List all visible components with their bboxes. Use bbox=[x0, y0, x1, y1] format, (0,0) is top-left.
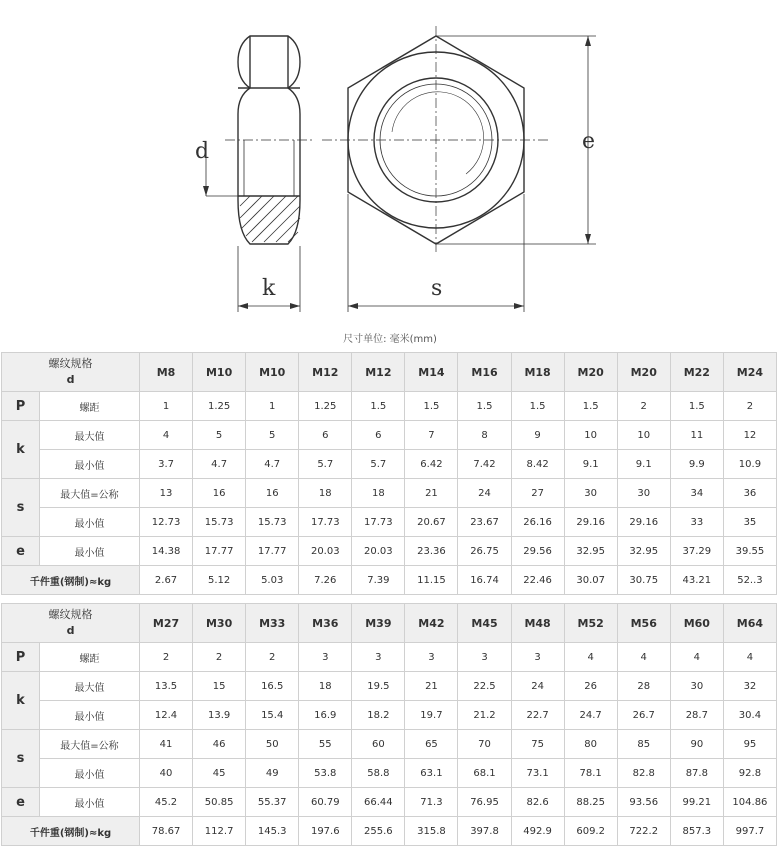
value-cell: 6.42 bbox=[405, 450, 458, 479]
value-cell: 26.7 bbox=[617, 701, 670, 730]
value-cell: 60 bbox=[352, 730, 405, 759]
dimension-lines bbox=[206, 36, 596, 312]
size-cell: M18 bbox=[511, 353, 564, 392]
row-label: 螺距 bbox=[40, 643, 140, 672]
value-cell: 17.77 bbox=[193, 537, 246, 566]
value-cell: 32.95 bbox=[564, 537, 617, 566]
hatched-section bbox=[240, 196, 300, 242]
value-cell: 8.42 bbox=[511, 450, 564, 479]
value-cell: 13.5 bbox=[140, 672, 193, 701]
value-cell: 30 bbox=[564, 479, 617, 508]
value-cell: 2 bbox=[246, 643, 299, 672]
size-cell: M12 bbox=[352, 353, 405, 392]
size-cell: M14 bbox=[405, 353, 458, 392]
value-cell: 9 bbox=[511, 421, 564, 450]
dim-label-s: s bbox=[431, 276, 443, 301]
value-cell: 13 bbox=[140, 479, 193, 508]
row-symbol: P bbox=[2, 392, 40, 421]
value-cell: 10 bbox=[617, 421, 670, 450]
size-cell: M10 bbox=[193, 353, 246, 392]
e-min-row bbox=[2, 537, 777, 566]
value-cell: 78.1 bbox=[564, 759, 617, 788]
value-cell: 73.1 bbox=[511, 759, 564, 788]
value-cell: 4.7 bbox=[246, 450, 299, 479]
value-cell: 1 bbox=[140, 392, 193, 421]
value-cell: 30.07 bbox=[564, 566, 617, 595]
size-cell: M12 bbox=[299, 353, 352, 392]
value-cell: 99.21 bbox=[670, 788, 723, 817]
value-cell: 22.46 bbox=[511, 566, 564, 595]
value-cell: 80 bbox=[564, 730, 617, 759]
value-cell: 492.9 bbox=[511, 817, 564, 846]
size-row bbox=[2, 604, 777, 643]
row-label: 最小值 bbox=[40, 759, 140, 788]
value-cell: 7.39 bbox=[352, 566, 405, 595]
size-cell: M39 bbox=[352, 604, 405, 643]
value-cell: 24 bbox=[511, 672, 564, 701]
value-cell: 19.5 bbox=[352, 672, 405, 701]
row-symbol: e bbox=[2, 788, 40, 817]
spec-table-1 bbox=[1, 352, 777, 595]
value-cell: 49 bbox=[246, 759, 299, 788]
value-cell: 255.6 bbox=[352, 817, 405, 846]
value-cell: 41 bbox=[140, 730, 193, 759]
value-cell: 43.21 bbox=[670, 566, 723, 595]
value-cell: 37.29 bbox=[670, 537, 723, 566]
value-cell: 21 bbox=[405, 672, 458, 701]
value-cell: 8 bbox=[458, 421, 511, 450]
size-cell: M56 bbox=[617, 604, 670, 643]
value-cell: 997.7 bbox=[723, 817, 776, 846]
value-cell: 15.4 bbox=[246, 701, 299, 730]
value-cell: 60.79 bbox=[299, 788, 352, 817]
value-cell: 75 bbox=[511, 730, 564, 759]
value-cell: 13.9 bbox=[193, 701, 246, 730]
size-cell: M22 bbox=[670, 353, 723, 392]
k-max-row bbox=[2, 672, 777, 701]
size-cell: M45 bbox=[458, 604, 511, 643]
value-cell: 16 bbox=[246, 479, 299, 508]
value-cell: 9.1 bbox=[564, 450, 617, 479]
pitch-row bbox=[2, 643, 777, 672]
value-cell: 32 bbox=[723, 672, 776, 701]
value-cell: 7.42 bbox=[458, 450, 511, 479]
value-cell: 1 bbox=[246, 392, 299, 421]
value-cell: 16 bbox=[193, 479, 246, 508]
value-cell: 52..3 bbox=[723, 566, 776, 595]
value-cell: 50 bbox=[246, 730, 299, 759]
size-cell: M42 bbox=[405, 604, 458, 643]
value-cell: 16.74 bbox=[458, 566, 511, 595]
value-cell: 50.85 bbox=[193, 788, 246, 817]
value-cell: 112.7 bbox=[193, 817, 246, 846]
value-cell: 26.75 bbox=[458, 537, 511, 566]
value-cell: 1.5 bbox=[670, 392, 723, 421]
value-cell: 5.12 bbox=[193, 566, 246, 595]
value-cell: 1.25 bbox=[299, 392, 352, 421]
value-cell: 1.5 bbox=[564, 392, 617, 421]
value-cell: 53.8 bbox=[299, 759, 352, 788]
value-cell: 3 bbox=[405, 643, 458, 672]
value-cell: 82.6 bbox=[511, 788, 564, 817]
row-label: 千件重(钢制)≈kg bbox=[2, 566, 140, 595]
value-cell: 19.7 bbox=[405, 701, 458, 730]
value-cell: 15.73 bbox=[246, 508, 299, 537]
value-cell: 1.5 bbox=[511, 392, 564, 421]
value-cell: 36 bbox=[723, 479, 776, 508]
corner-cell bbox=[2, 604, 140, 643]
value-cell: 609.2 bbox=[564, 817, 617, 846]
value-cell: 4 bbox=[617, 643, 670, 672]
value-cell: 15.73 bbox=[193, 508, 246, 537]
k-min-row bbox=[2, 450, 777, 479]
spec-table-2 bbox=[1, 603, 777, 846]
s-max-row bbox=[2, 730, 777, 759]
size-cell: M64 bbox=[723, 604, 776, 643]
value-cell: 85 bbox=[617, 730, 670, 759]
value-cell: 45.2 bbox=[140, 788, 193, 817]
size-cell: M48 bbox=[511, 604, 564, 643]
value-cell: 857.3 bbox=[670, 817, 723, 846]
value-cell: 88.25 bbox=[564, 788, 617, 817]
value-cell: 4 bbox=[564, 643, 617, 672]
value-cell: 3 bbox=[511, 643, 564, 672]
value-cell: 28.7 bbox=[670, 701, 723, 730]
value-cell: 32.95 bbox=[617, 537, 670, 566]
value-cell: 21.2 bbox=[458, 701, 511, 730]
s-max-row bbox=[2, 479, 777, 508]
value-cell: 22.5 bbox=[458, 672, 511, 701]
row-label: 最小值 bbox=[40, 701, 140, 730]
value-cell: 15 bbox=[193, 672, 246, 701]
value-cell: 5 bbox=[246, 421, 299, 450]
value-cell: 27 bbox=[511, 479, 564, 508]
row-label: 螺距 bbox=[40, 392, 140, 421]
size-cell: M60 bbox=[670, 604, 723, 643]
value-cell: 39.55 bbox=[723, 537, 776, 566]
value-cell: 12.4 bbox=[140, 701, 193, 730]
pitch-row bbox=[2, 392, 777, 421]
value-cell: 2.67 bbox=[140, 566, 193, 595]
s-min-row bbox=[2, 508, 777, 537]
value-cell: 11 bbox=[670, 421, 723, 450]
value-cell: 3 bbox=[458, 643, 511, 672]
value-cell: 18 bbox=[299, 479, 352, 508]
value-cell: 29.16 bbox=[617, 508, 670, 537]
value-cell: 34 bbox=[670, 479, 723, 508]
value-cell: 10.9 bbox=[723, 450, 776, 479]
value-cell: 397.8 bbox=[458, 817, 511, 846]
value-cell: 70 bbox=[458, 730, 511, 759]
size-cell: M27 bbox=[140, 604, 193, 643]
value-cell: 90 bbox=[670, 730, 723, 759]
size-cell: M36 bbox=[299, 604, 352, 643]
value-cell: 17.73 bbox=[352, 508, 405, 537]
value-cell: 68.1 bbox=[458, 759, 511, 788]
value-cell: 6 bbox=[299, 421, 352, 450]
value-cell: 55.37 bbox=[246, 788, 299, 817]
value-cell: 197.6 bbox=[299, 817, 352, 846]
value-cell: 20.67 bbox=[405, 508, 458, 537]
value-cell: 12.73 bbox=[140, 508, 193, 537]
weight-row bbox=[2, 817, 777, 846]
value-cell: 5.7 bbox=[299, 450, 352, 479]
value-cell: 9.1 bbox=[617, 450, 670, 479]
row-symbol: k bbox=[2, 421, 40, 479]
k-max-row bbox=[2, 421, 777, 450]
row-label: 最小值 bbox=[40, 450, 140, 479]
value-cell: 30.75 bbox=[617, 566, 670, 595]
row-label: 最大值=公称 bbox=[40, 479, 140, 508]
value-cell: 95 bbox=[723, 730, 776, 759]
value-cell: 17.77 bbox=[246, 537, 299, 566]
value-cell: 3.7 bbox=[140, 450, 193, 479]
row-label: 千件重(钢制)≈kg bbox=[2, 817, 140, 846]
value-cell: 4 bbox=[670, 643, 723, 672]
value-cell: 16.9 bbox=[299, 701, 352, 730]
value-cell: 7 bbox=[405, 421, 458, 450]
value-cell: 7.26 bbox=[299, 566, 352, 595]
value-cell: 315.8 bbox=[405, 817, 458, 846]
row-symbol: e bbox=[2, 537, 40, 566]
row-symbol: s bbox=[2, 479, 40, 537]
row-label: 最大值=公称 bbox=[40, 730, 140, 759]
value-cell: 4 bbox=[140, 421, 193, 450]
value-cell: 10 bbox=[564, 421, 617, 450]
corner-cell bbox=[2, 353, 140, 392]
value-cell: 23.36 bbox=[405, 537, 458, 566]
value-cell: 2 bbox=[617, 392, 670, 421]
value-cell: 4.7 bbox=[193, 450, 246, 479]
value-cell: 145.3 bbox=[246, 817, 299, 846]
hex-nut-drawing bbox=[0, 0, 780, 330]
corner-symbol: d bbox=[66, 373, 75, 386]
value-cell: 30.4 bbox=[723, 701, 776, 730]
dimension-arrows bbox=[203, 36, 591, 309]
value-cell: 4 bbox=[723, 643, 776, 672]
weight-row bbox=[2, 566, 777, 595]
value-cell: 5.7 bbox=[352, 450, 405, 479]
value-cell: 65 bbox=[405, 730, 458, 759]
value-cell: 12 bbox=[723, 421, 776, 450]
value-cell: 5.03 bbox=[246, 566, 299, 595]
value-cell: 2 bbox=[140, 643, 193, 672]
value-cell: 3 bbox=[352, 643, 405, 672]
row-symbol: s bbox=[2, 730, 40, 788]
value-cell: 30 bbox=[617, 479, 670, 508]
corner-label: 螺纹规格 bbox=[48, 357, 93, 370]
value-cell: 18 bbox=[299, 672, 352, 701]
value-cell: 29.16 bbox=[564, 508, 617, 537]
dim-label-d: d bbox=[195, 139, 210, 164]
dim-label-k: k bbox=[262, 276, 276, 301]
size-cell: M33 bbox=[246, 604, 299, 643]
value-cell: 22.7 bbox=[511, 701, 564, 730]
value-cell: 16.5 bbox=[246, 672, 299, 701]
value-cell: 29.56 bbox=[511, 537, 564, 566]
e-min-row bbox=[2, 788, 777, 817]
value-cell: 1.25 bbox=[193, 392, 246, 421]
unit-caption: 尺寸单位: 毫米(mm) bbox=[343, 334, 437, 345]
row-symbol: k bbox=[2, 672, 40, 730]
value-cell: 28 bbox=[617, 672, 670, 701]
size-cell: M10 bbox=[246, 353, 299, 392]
size-cell: M52 bbox=[564, 604, 617, 643]
k-min-row bbox=[2, 701, 777, 730]
dim-label-e: e bbox=[582, 129, 596, 154]
size-cell: M30 bbox=[193, 604, 246, 643]
value-cell: 1.5 bbox=[405, 392, 458, 421]
value-cell: 21 bbox=[405, 479, 458, 508]
value-cell: 92.8 bbox=[723, 759, 776, 788]
size-cell: M8 bbox=[140, 353, 193, 392]
value-cell: 55 bbox=[299, 730, 352, 759]
center-lines bbox=[225, 26, 548, 254]
value-cell: 78.67 bbox=[140, 817, 193, 846]
row-label: 最小值 bbox=[40, 508, 140, 537]
size-cell: M16 bbox=[458, 353, 511, 392]
s-min-row bbox=[2, 759, 777, 788]
value-cell: 2 bbox=[193, 643, 246, 672]
value-cell: 14.38 bbox=[140, 537, 193, 566]
value-cell: 11.15 bbox=[405, 566, 458, 595]
value-cell: 104.86 bbox=[723, 788, 776, 817]
value-cell: 2 bbox=[723, 392, 776, 421]
value-cell: 23.67 bbox=[458, 508, 511, 537]
value-cell: 1.5 bbox=[458, 392, 511, 421]
size-row bbox=[2, 353, 777, 392]
value-cell: 18.2 bbox=[352, 701, 405, 730]
value-cell: 93.56 bbox=[617, 788, 670, 817]
value-cell: 82.8 bbox=[617, 759, 670, 788]
value-cell: 6 bbox=[352, 421, 405, 450]
row-label: 最大值 bbox=[40, 672, 140, 701]
value-cell: 76.95 bbox=[458, 788, 511, 817]
size-cell: M20 bbox=[617, 353, 670, 392]
value-cell: 3 bbox=[299, 643, 352, 672]
value-cell: 66.44 bbox=[352, 788, 405, 817]
row-label: 最大值 bbox=[40, 421, 140, 450]
corner-symbol: d bbox=[66, 624, 75, 637]
value-cell: 1.5 bbox=[352, 392, 405, 421]
value-cell: 87.8 bbox=[670, 759, 723, 788]
row-label: 最小值 bbox=[40, 788, 140, 817]
value-cell: 30 bbox=[670, 672, 723, 701]
value-cell: 26.16 bbox=[511, 508, 564, 537]
row-label: 最小值 bbox=[40, 537, 140, 566]
value-cell: 17.73 bbox=[299, 508, 352, 537]
value-cell: 20.03 bbox=[352, 537, 405, 566]
value-cell: 9.9 bbox=[670, 450, 723, 479]
value-cell: 24.7 bbox=[564, 701, 617, 730]
value-cell: 20.03 bbox=[299, 537, 352, 566]
value-cell: 40 bbox=[140, 759, 193, 788]
value-cell: 33 bbox=[670, 508, 723, 537]
value-cell: 26 bbox=[564, 672, 617, 701]
value-cell: 24 bbox=[458, 479, 511, 508]
value-cell: 46 bbox=[193, 730, 246, 759]
value-cell: 5 bbox=[193, 421, 246, 450]
value-cell: 45 bbox=[193, 759, 246, 788]
value-cell: 58.8 bbox=[352, 759, 405, 788]
size-cell: M24 bbox=[723, 353, 776, 392]
size-cell: M20 bbox=[564, 353, 617, 392]
value-cell: 18 bbox=[352, 479, 405, 508]
value-cell: 63.1 bbox=[405, 759, 458, 788]
value-cell: 35 bbox=[723, 508, 776, 537]
row-symbol: P bbox=[2, 643, 40, 672]
corner-label: 螺纹规格 bbox=[48, 608, 93, 621]
value-cell: 722.2 bbox=[617, 817, 670, 846]
value-cell: 71.3 bbox=[405, 788, 458, 817]
